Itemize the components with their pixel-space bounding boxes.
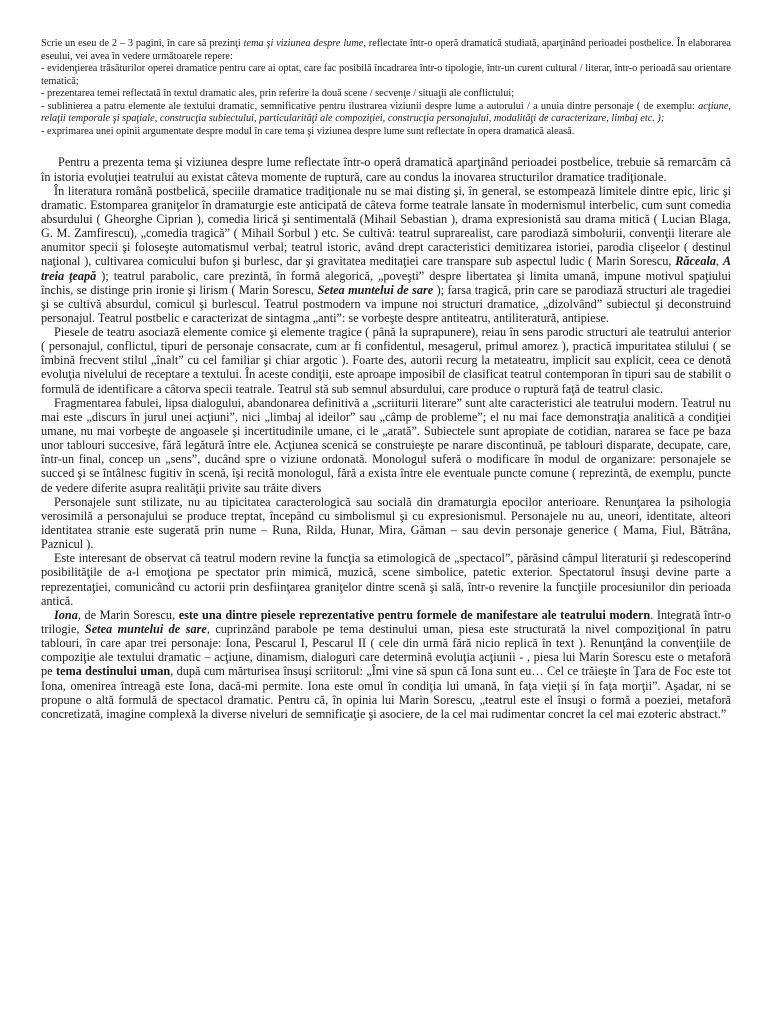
- task-requirement-1: - evidenţierea trăsăturilor operei dramatice pentru care ai optat, care fac posibilă încadrarea într-o tipologie, într-un curent cultural / literar, într-o perioadă sau orientare tematică;: [41, 63, 731, 87]
- essay-paragraph-4: Fragmentarea fabulei, lipsa dialogului, abandonarea definitivă a „scriiturii literare” sunt alte caracteristici ale teatrului modern. Teatrul nu mai este „discurs în jurul unei acţiuni”, nici „limbaj al ideilor” sau „câmp de probleme”; el nu mai face demonstraţia analitică a condiţiei umane, nu mai vorbeşte de angoasele şi incertitudinile umane, ci le „arată”. Subiectele sunt apropiate de cotidian, nararea se face pe baza unor tablouri succesive, fără legătură între ele. Acţiunea scenică se construieşte pe narare discontinuă, pe tablouri disparate, decupate, care, într-un final, concep un „sens”, ducând spre o viziune ordonată. Monologul suferă o modificare în modul de organizare: personajele se succed şi se întâlnesc fugitiv în scenă, îşi recită monologul, fără a exista între ele eventuale puncte comune ( reprezintă, de exemplu, puncte de vedere diferite asupra realităţii privite sau trăite divers: [41, 395, 731, 495]
- essay-task-instructions: [41, 38, 731, 138]
- task-intro: Scrie un eseu de 2 – 3 pagini, în care să prezinţi tema şi viziunea despre lume, reflectate într-o operă dramatică studiată, aparţinând perioadei postbelice. În elaborarea eseului, vei avea în vedere următoarele repere:: [41, 38, 731, 62]
- essay-paragraph-6: Este interesant de observat că teatrul modern revine la funcţia sa etimologică de „spectacol”, părăsind câmpul literaturii şi redescoperind posibilităţile de a-l emoţiona pe spectator prin mimică, muzică, scene simbolice, patetic exterior. Spectatorul însuşi devine parte a reprezentaţiei, comunicând cu actorii prin desfiinţarea graniţelor dintre scenă şi sală, într-o revenire la funcţiile procesiunilor din perioada antică.: [41, 551, 731, 608]
- document-page: [41, 38, 731, 721]
- task-requirement-3: - sublinierea a patru elemente ale textului dramatic, semnificative pentru ilustrarea viziunii despre lume a autorului / a unuia dintre personaje ( de exemplu: acţiune, relaţii temporale şi spaţiale, construcţia subiectului, particularităţi ale compoziţiei, construcţia personajului, modalităţi de caracterizare, limbaj etc. );: [41, 100, 731, 125]
- work-title-a-treia-teapa: A treia ţeapă: [41, 254, 731, 283]
- task-theme-emphasis: tema şi viziunea despre lume: [243, 38, 364, 49]
- essay-paragraph-1: Pentru a prezenta tema şi viziunea despre lume reflectate într-o operă dramatică aparţinând perioadei postbelice, trebuie să remarcăm că în istoria evoluţiei teatrului au existat câteva momente de ruptură, care au condus la inovarea structurilor dramatice tradiţionale.: [41, 155, 731, 184]
- essay-paragraph-7: Iona, de Marin Sorescu, este una dintre piesele reprezentative pentru formele de manifestare ale teatrului modern. Integrată într-o trilogie, Setea muntelui de sare, cuprinzând parabole pe tema destinului uman, piesa este structurată la nivel compoziţional în patru tablouri, în care apar trei personaje: Iona, Pescarul I, Pescarul II ( cele din urmă fără nicio replică în text ). Renunţând la convenţiile de compoziţie ale textului dramatic – acţiune, dinamism, dialoguri care determină evoluţia acţiunii - , piesa lui Marin Sorescu este o metaforă pe tema destinului uman, după cum mărturisea însuşi scriitorul: „Îmi vine să spun că Iona sunt eu… Cel ce trăieşte în Ţara de Foc este tot Iona, omenirea întreagă este Iona, dacă-mi permite. Iona este omul în condiţia lui umană, în faţa vieţii şi în faţa morţii”. Aşadar, ni se propune o altă formulă de spectacol dramatic. Pentru că, în opinia lui Marin Sorescu, „teatrul este el însuşi o formă a poeziei, metaforă concretizată, imagine complexă la diverse niveluri de semnificaţie şi asociere, de la cel mai rudimentar concret la cel mai ezoteric abstract.”: [41, 607, 732, 721]
- task-elements-list: acţiune, relaţii temporale şi spaţiale, construcţia subiectului, particularităţi ale compoziţiei, construcţia personajului, modalităţi de caracterizare, limbaj etc. );: [41, 100, 731, 125]
- essay-paragraph-2: În literatura română postbelică, speciile dramatice tradiţionale nu se mai disting şi, în general, se estompează limitele dintre epic, liric şi dramatic. Estomparea graniţelor în dramaturgie este anticipată de câteva forme teatrale lansate în modernismul interbelic, cum sunt comedia absurdului ( Gheorghe Ciprian ), comedia lirică şi sentimentală (Mihail Sebastian ), drama expresionistă sau drama mitică ( Lucian Blaga, G. M. Zamfirescu), „comedia tragică” ( Mihail Sorbul ) etc. Se cultivă: teatrul suprarealist, care parodiază simbolurii, convenţii literare ale anumitor specii şi foloseşte automatismul verbal; teatrul istoric, având drept caracteristici demitizarea istoriei, parodia clişeelor ( destinul naţional ), cultivarea comicului bufon şi burlesc, dar şi gravitatea meditaţiei care transpare sub aspectul ludic ( Marin Sorescu, Răceala, A treia ţeapă ); teatrul parabolic, care prezintă, în formă alegorică, „poveşti” despre libertatea şi limita umană, impune motivul spaţiului închis, se distinge prin ironie şi lirism ( Marin Sorescu, Setea muntelui de sare ); farsa tragică, prin care se parodiază structuri ale tragediei şi se cultivă absurdul, comicul şi burlescul. Teatrul postmodern va impune noi structuri dramatice, „dizolvând” subiectul şi deconstruind personajul. Teatrul postbelic e caracterizat de sintagma „anti”: se vorbeşte despre antiteatru, antiliteratură, antipiese.: [41, 183, 732, 325]
- work-title-trilogy: Setea muntelui de sare: [84, 622, 207, 637]
- work-title-raceala: Răceala: [675, 254, 717, 269]
- essay-body: [41, 155, 731, 721]
- essay-paragraph-3: Piesele de teatru asociază elemente comice şi elemente tragice ( până la suprapunere), reiau în sens parodic structuri ale teatrului anterior ( personajul, conflictul, tipuri de personaje consacrate, cum ar fi confidentul, mesagerul, primul amorez ), practică impuritatea stilului ( se îmbină frecvent stilul „înalt” cu cel familiar şi chiar argotic ). Foarte des, autorii recurg la metateatru, implicit sau explicit, ceea ce denotă evoluţia nivelului de receptare a textului. În aceste condiţii, este aproape imposibil de clasificat teatrul contemporan în tipuri sau de stabilit o formulă de identificare a câtorva specii teatrale. Teatrul stă sub semnul absurdului, care produce o ruptură faţă de teatrul clasic.: [41, 325, 731, 396]
- work-title-setea-muntelui: Setea muntelui de sare: [317, 282, 434, 297]
- theme-emphasis: tema destinului uman: [55, 664, 171, 679]
- task-requirement-2: - prezentarea temei reflectată în textul dramatic ales, prin referire la două scene / secvenţe / situaţii ale conflictului;: [41, 88, 515, 100]
- thesis-statement: este una dintre piesele reprezentative pentru formele de manifestare ale teatrului modern: [178, 607, 651, 622]
- work-title-iona: Iona: [54, 607, 78, 622]
- essay-paragraph-5: Personajele sunt stilizate, nu au tipicitatea caracterologică sau socială din dramaturgia epocilor anterioare. Renunţarea la psihologia verosimilă a personajului se produce treptat, începând cu simbolismul şi cu expresionismul. Personajele nu au, uneori, identitate, alteori identitatea stranie este sugerată prin nume – Runa, Rilda, Hunar, Mira, Găman – sau devin personaje generice ( Mama, Fiul, Bătrâna, Paznicul ).: [41, 494, 731, 552]
- task-requirement-4: - exprimarea unei opinii argumentate despre modul în care tema şi viziunea despre lume sunt reflectate în opera dramatică aleasă.: [41, 125, 575, 137]
